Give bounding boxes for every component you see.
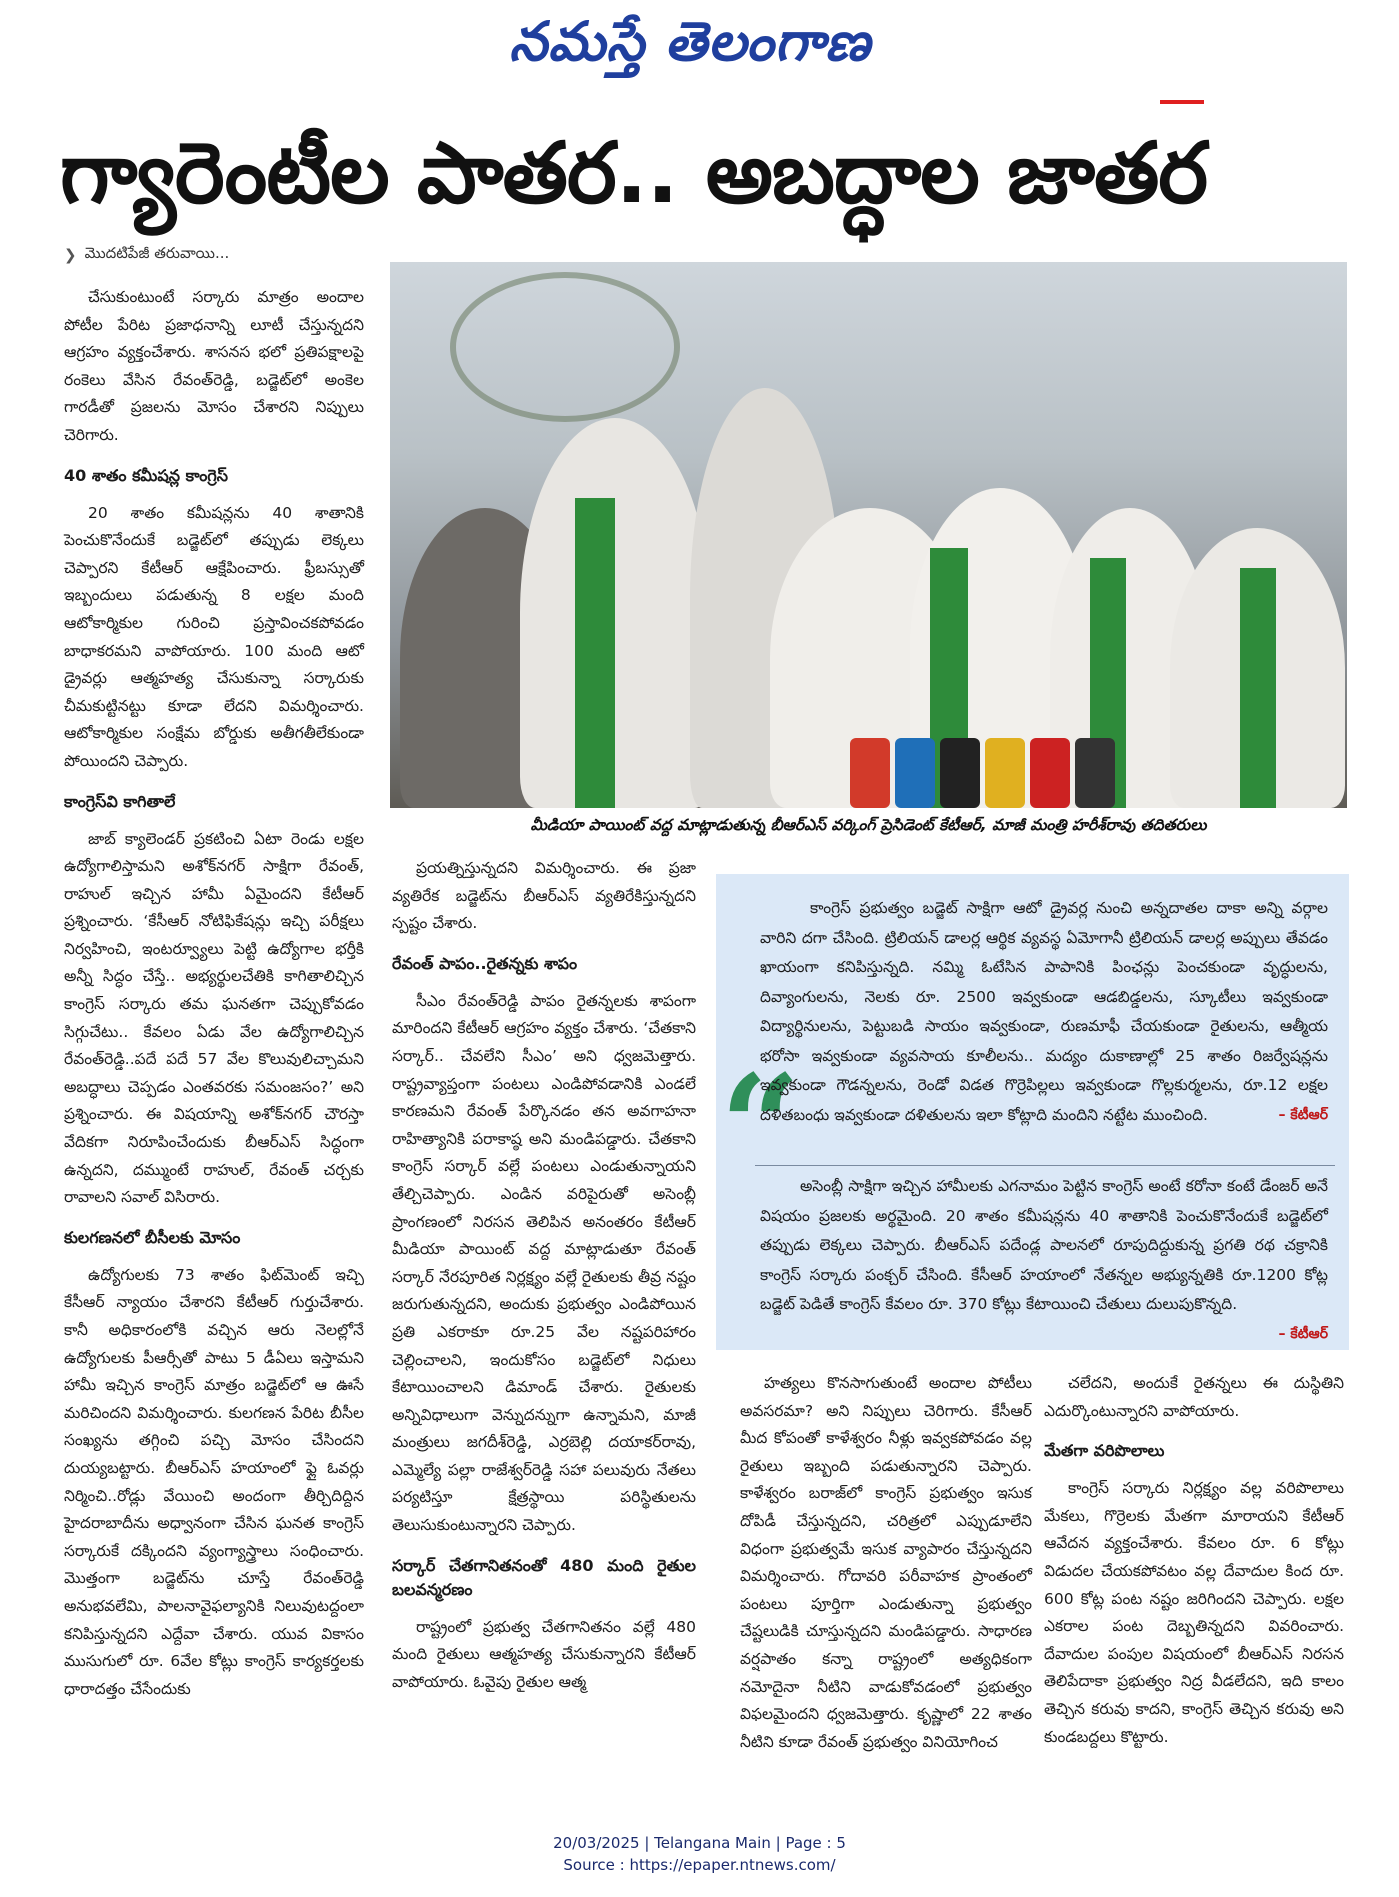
quote-1 — [760, 894, 1328, 1154]
paragraph: సీఎం రేవంత్‌రెడ్డి పాపం రైతన్నలకు శాపంగా మారిందని కేటీఆర్ ఆగ్రహం వ్యక్తం చేశారు. ‘చేతకాని సర్కార్.. చేవలేని సీఎం’ అని ధ్వజమెత్తారు. రాష్ట్రవ్యాప్తంగా పంటలు ఎండిపోవడానికి ఎండలే కారణమని రేవంత్ పేర్కొనడం తన అవగాహనా రాహిత్యానికి పరాకాష్ఠ అని మండిపడ్డారు. చేతకాని కాంగ్రెస్ సర్కార్ వల్లే పంటలు ఎండుతున్నాయని తేల్చిచెప్పారు. ఎండిన వరిపైరుతో అసెంబ్లీ ప్రాంగణంలో నిరసన తెలిపిన అనంతరం కేటీఆర్ మీడియా పాయింట్ వద్ద మాట్లాడుతూ రేవంత్ సర్కార్ నేరపూరిత నిర్లక్ష్యం వల్లే రైతులకు తీవ్ర నష్టం జరుగుతున్నదని, అందుకు ప్రభుత్వం ఎండిపోయిన ప్రతి ఎకరాకూ రూ.25 వేల నష్టపరిహారం చెల్లించాలని, ఇందుకోసం బడ్జెట్‌లో నిధులు కేటాయించాలని డిమాండ్ చేశారు. రైతులకు అన్నివిధాలుగా వెన్నుదన్నుగా ఉన్నామని, మాజీ మంత్రులు జగదీశ్‌రెడ్డి, ఎర్రబెల్లి దయాకర్‌రావు, ఎమ్మెల్యే పల్లా రాజేశ్వర్‌రెడ్డి సహా పలువురు నేతలు పర్యటిస్తూ క్షేత్రస్థాయి పరిస్థితులను తెలుసుకుంటున్నారని చెప్పారు. — [392, 991, 696, 1535]
subheading: కులగణనలో బీసీలకు మోసం — [64, 1227, 241, 1247]
paragraph: హత్యలు కొనసాగుతుంటే అందాల పోటీలు అవసరమా? అని నిప్పులు చెరిగారు. కేసీఆర్ మీద కోపంతో కాళేశ్వరం నీళ్లు ఇవ్వకపోవడం వల్ల రైతులు ఇబ్బంది పడుతున్నారని చెప్పారు. కాళేశ్వరం బరాజ్‌లో కాంగ్రెస్ ప్రభుత్వం ఇసుక దోపిడీ చేస్తున్నదని, చరిత్రలో ఎప్పుడూలేని విధంగా ప్రభుత్వమే ఇసుక వ్యాపారం చేస్తున్నదని విమర్శించారు. గోదావరి పరీవాహక ప్రాంతంలో పంటలు పూర్తిగా ఎండుతున్నా ప్రభుత్వం చేష్టలుడికి చూస్తున్నదని మండిపడ్డారు. సాధారణ వర్షపాతం కన్నా రాష్ట్రంలో అత్యధికంగా నమోదైనా నీటిని వాడుకోవడంలో ప్రభుత్వం విఫలమైందని ధ్వజమెత్తారు. కృష్ణాలో 22 శాతం నీటిని కూడా రేవంత్ ప్రభుత్వం వినియోగించ — [740, 1374, 1032, 1751]
quote-2 — [760, 1172, 1328, 1342]
paragraph: 20 శాతం కమీషన్లను 40 శాతానికి పెంచుకొనేందుకే బడ్జెట్‌లో తప్పుడు లెక్కలు చెప్పారని కేటీఆర్ ఆక్షేపించారు. ఫ్రీబస్సుతో ఇబ్బందులు పడుతున్న 8 లక్షల మంది ఆటోకార్మికుల గురించి ప్రస్తావించకపోవడం బాధాకరమని వాపోయారు. 100 మంది ఆటో డ్రైవర్లు ఆత్మహత్య చేసుకున్నా సర్కారుకు చీమకుట్టినట్టు కూడా లేదని విమర్శించారు. ఆటోకార్మికుల సంక్షేమ బోర్డుకు అతీగతీలేకుండా పోయిందని చెప్పారు. — [64, 503, 364, 770]
paragraph: ప్రయత్నిస్తున్నదని విమర్శించారు. ఈ ప్రజా వ్యతిరేక బడ్జెట్‌ను బీఆర్ఎస్ వ్యతిరేకిస్తున్నదని స్పష్టం చేశారు. — [392, 859, 696, 933]
article-column-1 — [64, 284, 364, 1849]
quote-attribution: – కేటీఆర్ — [1278, 1106, 1328, 1123]
microphone — [985, 738, 1025, 808]
masthead-logo: నమస్తే తెలంగాణ — [509, 9, 871, 73]
subheading: కాంగ్రెస్‌వి కాగితాలే — [64, 791, 176, 811]
quote-attribution: – కేటీఆర్ — [1278, 1325, 1328, 1342]
paragraph: ఉద్యోగులకు 73 శాతం ఫిట్‌మెంట్ ఇచ్చి కేసీఆర్ న్యాయం చేశారని కేటీఆర్ గుర్తుచేశారు. కానీ అధికారంలోకి వచ్చిన ఆరు నెలల్లోనే ఉద్యోగులకు పీఆర్సీతో పాటు 5 డీఏలు ఇస్తామని హామీ ఇచ్చిన కాంగ్రెస్ మాత్రం బడ్జెట్‌లో ఆ ఊసే మరిచిందని విమర్శించారు. కులగణన పేరిట బీసీల సంఖ్యను తగ్గించి పచ్చి మోసం చేసిందని దుయ్యబట్టారు. బీఆర్ఎస్ హయాంలో ఫ్లై ఓవర్లు నిర్మించి..రోడ్లు వేయించి అందంగా తీర్చిదిద్దిన హైదరాబాదీను అధ్వానంగా చేసిన ఘనత కాంగ్రెస్ సర్కారుకే దక్కిందని వ్యంగ్యాస్త్రాలు సంధించారు. మొత్తంగా బడ్జెట్‌ను చూస్తే రేవంత్‌రెడ్డి అనుభవలేమి, పాలనావైఫల్యానికి నిలువుటద్దంలా కనిపిస్తున్నదని ఎద్దేవా చేశారు. యువ వికాసం ముసుగులో రూ. 6వేల కోట్లు కాంగ్రెస్ కార్యకర్తలకు ధారాదత్తం చేసేందుకు — [64, 1265, 364, 1698]
quote-mark-icon: “ — [720, 1045, 801, 1209]
subheading: 40 శాతం కమీషన్ల కాంగ్రెస్ — [64, 465, 228, 485]
footer-source-link[interactable]: Source : https://epaper.ntnews.com/ — [563, 1856, 836, 1874]
quote-divider — [755, 1165, 1335, 1166]
paragraph: రాష్ట్రంలో ప్రభుత్వ చేతగానితనం వల్లే 480 మంది రైతులు ఆత్మహత్య చేసుకున్నారని కేటీఆర్ వాపోయారు. ఓవైపు రైతుల ఆత్మ — [392, 1617, 696, 1691]
quote-text: కాంగ్రెస్ ప్రభుత్వం బడ్జెట్ సాక్షిగా ఆటో డ్రైవర్ల నుంచి అన్నదాతల దాకా అన్ని వర్గాల వారిని దగా చేసింది. ట్రిలియన్ డాలర్ల ఆర్థిక వ్యవస్థ ఏమోగానీ ట్రిలియన్ డాలర్ల అప్పులు తేవడం ఖాయంగా కనిపిస్తున్నది. నమ్మి ఓటేసిన పాపానికి పింఛన్లు పెంచకుండా వృద్ధులను, దివ్యాంగులను, నెలకు రూ. 2500 ఇవ్వకుండా ఆడబిడ్డలను, స్కూటీలు ఇవ్వకుండా విద్యార్థినులను, పెట్టుబడి సాయం ఇవ్వకుండా, రుణమాఫీ చేయకుండా రైతులను, ఆత్మీయ భరోసా ఇవ్వకుండా వ్యవసాయ కూలీలను.. మద్యం దుకాణాల్లో 25 శాతం రిజర్వేషన్లను ఇవ్వకుండా గౌడన్నలను, రెండో విడత గొర్రెపిల్లలు ఇవ్వకుండా గొల్లకుర్మలను, రూ.12 లక్షల దళితబంధు ఇవ్వకుండా దళితులను ఇలా కోట్లాది మందిని నట్టేట ముంచింది. — [760, 899, 1328, 1124]
continued-from-front — [64, 244, 229, 266]
paragraph: జాబ్ క్యాలెండర్ ప్రకటించి ఏటా రెండు లక్షల ఉద్యోగాలిస్తామని అశోక్‌నగర్ సాక్షిగా రేవంత్, రాహుల్ ఇచ్చిన హామీ ఏమైందని కేటీఆర్ ప్రశ్నించారు. ‘కేసీఆర్ నోటిఫికేషన్లు ఇచ్చి పరీక్షలు నిర్వహించి, ఇంటర్వ్యూలు పెట్టి ఉద్యోగాల భర్తీకి అన్నీ సిద్ధం చేస్తే.. అభ్యర్థులచేతికి కాగితాలిచ్చిన కాంగ్రెస్ సర్కారు తమ ఘనతగా చెప్పుకోవడం సిగ్గుచేటు.. కేవలం ఏడు వేల ఉద్యోగాలిచ్చిన రేవంత్‌రెడ్డి..పదే పదే 57 వేల కొలువులిచ్చామని అబద్ధాలు చెప్పడం ఎంతవరకు సమంజసం?’ అని ప్రశ్నించారు. ఈ విషయాన్ని అశోక్‌నగర్ చౌరస్తా వేదికగా నిరూపించేందుకు బీఆర్ఎస్ సిద్ధంగా ఉన్నదని, దమ్ముంటే రాహుల్, రేవంత్ చర్చకు రావాలని సవాల్ విసిరారు. — [64, 829, 364, 1207]
microphone — [1030, 738, 1070, 808]
green-stole — [575, 498, 615, 808]
press-photo — [390, 262, 1347, 808]
government-seal-graphic — [450, 272, 680, 422]
photo-caption: మీడియా పాయింట్ వద్ద మాట్లాడుతున్న బీఆర్ఎస్ వర్కింగ్ ప్రెసిడెంట్ కేటీఆర్, మాజీ మంత్రి హరీశ్‌రావు తదితరులు — [530, 816, 1207, 834]
paragraph: కాంగ్రెస్ సర్కారు నిర్లక్ష్యం వల్ల వరిపొలాలు మేకలు, గొర్రెలకు మేతగా మారాయని కేటీఆర్ ఆవేదన వ్యక్తంచేశారు. కేవలం రూ. 6 కోట్లు విడుదల చేయకపోవటం వల్ల దేవాదుల కింద రూ. 600 కోట్ల పంట నష్టం జరిగిందని చెప్పారు. లక్షల ఎకరాల పంట దెబ్బతిన్నదని వివరించారు. దేవాదుల పంపుల విషయంలో బీఆర్ఎస్ నిరసన తెలిపేదాకా ప్రభుత్వం నిద్ర వీడలేదని, ఇది కాలం తెచ్చిన కరువు కాదని, కాంగ్రెస్ తెచ్చిన కరువు అని కుండబద్దలు కొట్టారు. — [1044, 1479, 1344, 1746]
subheading: మేతగా వరిపొలాలు — [1044, 1441, 1165, 1461]
quote-text: అసెంబ్లీ సాక్షిగా ఇచ్చిన హామీలకు ఎగనామం పెట్టిన కాంగ్రెస్ అంటే కరోనా కంటే డేంజర్ అనే విషయం ప్రజలకు అర్థమైంది. 20 శాతం కమీషన్లను 40 శాతానికి పెంచుకొనేందుకే బడ్జెట్‌లో తప్పుడు లెక్కలు చెప్పారు. బీఆర్ఎస్ పదేండ్ల పాలనలో రూపుదిద్దుకున్న ప్రగతి రథ చక్రానికి కాంగ్రెస్ సర్కారు పంక్చర్ చేసింది. కేసీఆర్ హయాంలో నేతన్నల అభ్యున్నతికి రూ.1200 కోట్ల బడ్జెట్ పెడితే కాంగ్రెస్ కేవలం రూ. 370 కోట్లు కేటాయించి చేతులు దులుపుకొన్నది. — [760, 1177, 1328, 1313]
subheading: సర్కార్ చేతగానితనంతో 480 మంది రైతుల బలవన్మరణం — [392, 1555, 696, 1599]
footer-date-edition: 20/03/2025 | Telangana Main | Page : 5 — [553, 1834, 846, 1852]
person-silhouette — [520, 418, 710, 808]
page-footer — [0, 1832, 1399, 1876]
article-column-2 — [392, 855, 696, 1855]
microphone — [1075, 738, 1115, 808]
subheading: రేవంత్ పాపం..రైతన్నకు శాపం — [392, 953, 578, 973]
continued-label: మొదటిపేజీ తరువాయి... — [84, 244, 230, 262]
paragraph: చలేదని, అందుకే రైతన్నలు ఈ దుస్థితిని ఎదుర్కొంటున్నారని వాపోయారు. — [1044, 1374, 1344, 1420]
green-stole — [1240, 568, 1276, 808]
article-column-4 — [1044, 1370, 1344, 1850]
article-column-3 — [740, 1370, 1032, 1850]
masthead-accent-rule — [1160, 100, 1204, 104]
microphone — [895, 738, 935, 808]
masthead — [480, 6, 900, 76]
chevron-right-icon: ❯ — [64, 246, 77, 264]
microphone — [850, 738, 890, 808]
microphone — [940, 738, 980, 808]
paragraph: చేసుకుంటుంటే సర్కారు మాత్రం అందాల పోటీల పేరిట ప్రజాధనాన్ని లూటీ చేస్తున్నదని ఆగ్రహం వ్యక్తంచేశారు. శాసనస భలో ప్రతిపక్షాలపై రంకెలు వేసిన రేవంత్‌రెడ్డి, బడ్జెట్‌లో అంకెల గారడీతో ప్రజలను మోసం చేశారని నిప్పులు చెరిగారు. — [64, 288, 364, 444]
headline: గ్యారెంటీల పాతర.. అబద్ధాల జాతర — [60, 124, 1208, 222]
